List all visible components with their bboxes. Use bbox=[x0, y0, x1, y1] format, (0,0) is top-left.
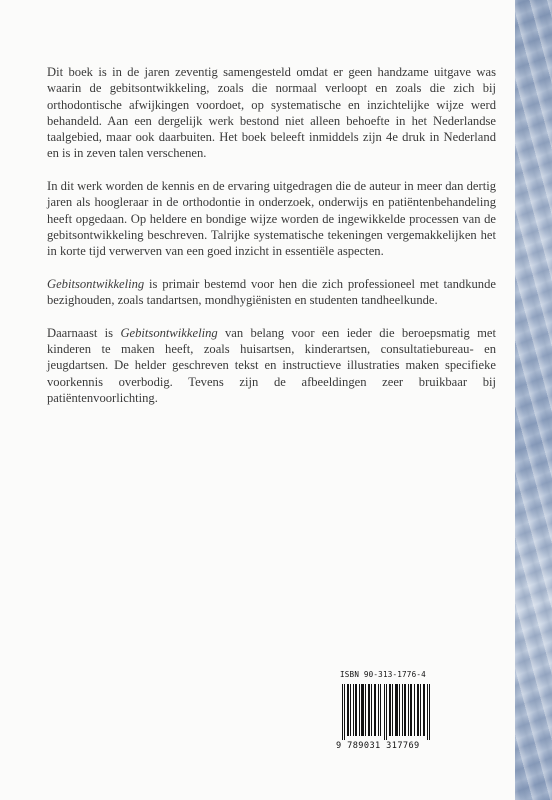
isbn-label: ISBN 90-313-1776-4 bbox=[340, 670, 426, 679]
book-title-italic: Gebitsontwikkeling bbox=[47, 276, 145, 291]
paragraph-audience-text: is primair bestemd voor hen die zich professioneel met tandkunde bezighouden, zoals tandartsen, mondhygiënisten en studenten tandheelkunde. bbox=[47, 276, 496, 308]
book-title-italic-2: Gebitsontwikkeling bbox=[120, 325, 218, 340]
paragraph-audience bbox=[47, 276, 496, 309]
paragraph-secondary-text: van belang voor een ieder die beroepsmatig met kinderen te maken heeft, zoals huisartsen, kinderartsen, consultatiebureau- en jeugdartsen. De helder geschreven tekst en instructieve illustraties maken specifieke voorkennis overbodig. Tevens zijn de afbeeldingen zeer bruikbaar bij patiëntenvoorlichting. bbox=[47, 325, 496, 405]
barcode-number: 9 789031 317769 bbox=[336, 741, 420, 751]
textured-spine-edge bbox=[515, 0, 552, 800]
blurb-text bbox=[47, 64, 496, 423]
paragraph-author: In dit werk worden de kennis en de ervaring uitgedragen die de auteur in meer dan dertig jaren als hoogleraar in de orthodontie in onderzoek, onderwijs en patiëntenbehandeling heeft opgedaan. Op heldere en bondige wijze worden de ingewikkelde processen van de gebitsontwikkeling beschreven. Talrijke systematische tekeningen vergemakkelijken het in korte tijd verwerven van een goed inzicht in essentiële aspecten. bbox=[47, 179, 496, 259]
paragraph-secondary-audience bbox=[47, 325, 496, 406]
barcode-bars-icon bbox=[340, 684, 432, 740]
paragraph-secondary-start: Daarnaast is bbox=[47, 325, 121, 340]
barcode bbox=[340, 684, 432, 740]
paragraph-intro: Dit boek is in de jaren zeventig samengesteld omdat er geen handzame uitgave was waarin de gebitsontwikkeling, zoals die normaal verloopt en zoals die zich bij orthodontische afwijkingen voordoet, op systematische en inzichtelijke wijze werd behandeld. Aan een dergelijk werk bestond niet alleen behoefte in het Nederlandse taalgebied, maar ook daarbuiten. Het boek beleeft inmiddels zijn 4e druk in Nederland en is in zeven talen verschenen. bbox=[47, 65, 496, 161]
